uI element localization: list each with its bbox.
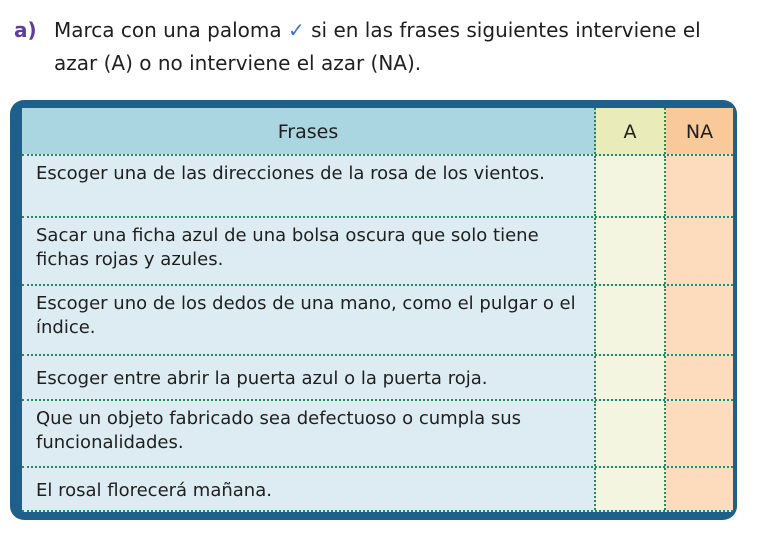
answer-na-cell[interactable] <box>666 156 733 216</box>
frase-cell: Que un objeto fabricado sea defectuoso o cumpla sus funcionalidades. <box>22 401 596 466</box>
answer-na-cell[interactable] <box>666 468 733 510</box>
table-row <box>22 468 733 512</box>
answer-a-cell[interactable] <box>596 218 666 284</box>
item-marker: a) <box>14 18 37 42</box>
table-frame <box>10 100 737 520</box>
answer-a-cell[interactable] <box>596 156 666 216</box>
answer-a-cell[interactable] <box>596 356 666 399</box>
frase-cell: Escoger uno de los dedos de una mano, como el pulgar o el índice. <box>22 286 596 354</box>
answer-na-cell[interactable] <box>666 401 733 466</box>
answer-na-cell[interactable] <box>666 218 733 284</box>
frase-cell: Escoger entre abrir la puerta azul o la puerta roja. <box>22 356 596 399</box>
instruction <box>14 14 749 80</box>
table-row <box>22 401 733 468</box>
checkmark-icon: ✓ <box>287 18 305 42</box>
table-row <box>22 356 733 401</box>
instruction-text <box>14 14 749 80</box>
table-row <box>22 218 733 286</box>
instruction-text-before: Marca con una paloma <box>54 18 288 42</box>
header-na: NA <box>666 108 733 154</box>
answer-a-cell[interactable] <box>596 468 666 510</box>
header-frases: Frases <box>22 108 596 154</box>
answer-na-cell[interactable] <box>666 356 733 399</box>
instruction-text-after: si en las frases siguientes interviene el azar (A) o no interviene el azar (NA). <box>54 18 701 75</box>
answer-a-cell[interactable] <box>596 286 666 354</box>
answer-a-cell[interactable] <box>596 401 666 466</box>
table-row <box>22 286 733 356</box>
frase-cell: Sacar una ficha azul de una bolsa oscura que solo tiene fichas rojas y azules. <box>22 218 596 284</box>
frase-cell: Escoger una de las direcciones de la rosa de los vientos. <box>22 156 596 216</box>
table-header-row <box>22 108 733 156</box>
header-a: A <box>596 108 666 154</box>
frase-cell: El rosal florecerá mañana. <box>22 468 596 510</box>
table-row <box>22 156 733 218</box>
chance-table <box>22 108 733 512</box>
answer-na-cell[interactable] <box>666 286 733 354</box>
